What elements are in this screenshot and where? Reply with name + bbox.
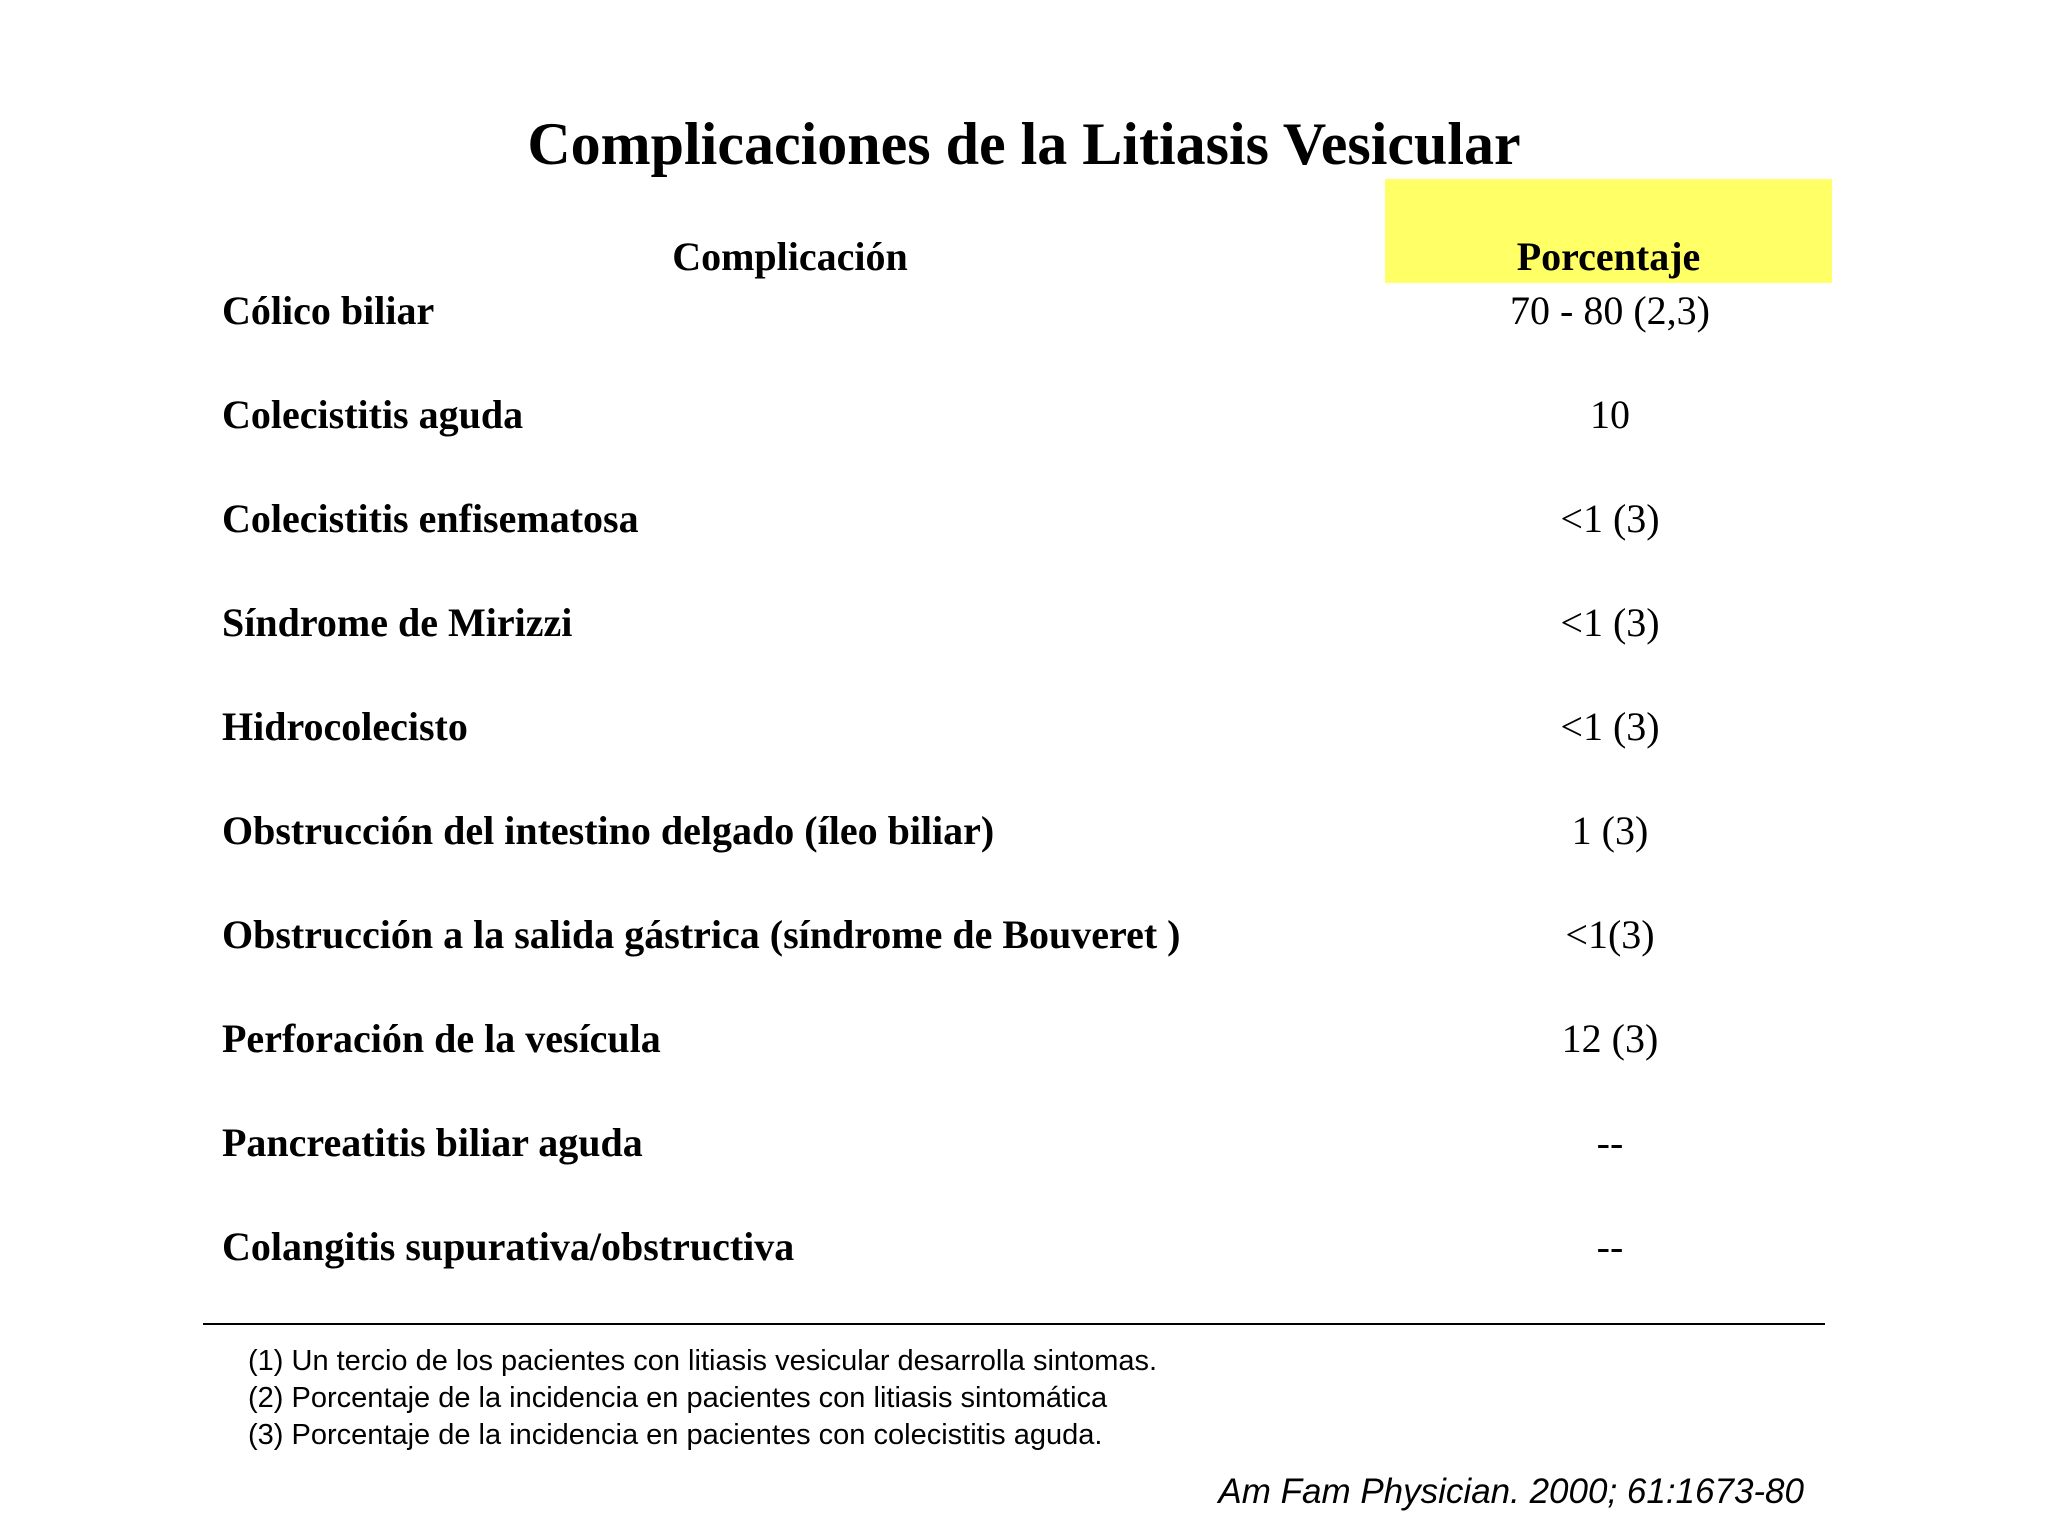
percentage-value: 10 (1590, 392, 1630, 437)
column-header-percentage: Porcentaje (1516, 234, 1701, 279)
complication-label: Pancreatitis biliar aguda (222, 1120, 643, 1165)
slide-title: Complicaciones de la Litiasis Vesicular (527, 111, 1521, 177)
column-header-complication: Complicación (672, 234, 908, 279)
table-row (0, 1015, 2048, 1119)
percentage-value: 12 (3) (1561, 1016, 1659, 1061)
percentage-value: <1 (3) (1560, 704, 1660, 749)
complications-table (0, 287, 2048, 1327)
complication-label: Perforación de la vesícula (222, 1016, 661, 1061)
table-row (0, 287, 2048, 391)
footnote-1: (1) Un tercio de los pacientes con litiasis vesicular desarrolla sintomas. (248, 1345, 1158, 1377)
footnote-divider (203, 1323, 1825, 1325)
table-row (0, 599, 2048, 703)
complication-label: Síndrome de Mirizzi (222, 600, 573, 645)
complication-label: Colecistitis aguda (222, 392, 524, 437)
table-row (0, 1223, 2048, 1327)
complication-label: Cólico biliar (222, 288, 435, 333)
complication-label: Colecistitis enfisematosa (222, 496, 639, 541)
percentage-value: <1(3) (1565, 912, 1655, 957)
table-row (0, 1119, 2048, 1223)
table-row (0, 807, 2048, 911)
percentage-value: <1 (3) (1560, 600, 1660, 645)
footnotes (248, 1343, 1157, 1454)
complication-label: Hidrocolecisto (222, 704, 468, 749)
table-row (0, 495, 2048, 599)
complication-label: Obstrucción a la salida gástrica (síndrome de Bouveret ) (222, 912, 1181, 957)
complication-label: Colangitis supurativa/obstructiva (222, 1224, 795, 1269)
citation: Am Fam Physician. 2000; 61:1673-80 (1218, 1472, 1804, 1511)
percentage-value: 1 (3) (1571, 808, 1649, 853)
table-row (0, 703, 2048, 807)
table-row (0, 911, 2048, 1015)
percentage-value: <1 (3) (1560, 496, 1660, 541)
footnote-2: (2) Porcentaje de la incidencia en pacientes con litiasis sintomática (248, 1382, 1108, 1414)
complication-label: Obstrucción del intestino delgado (íleo biliar) (222, 808, 995, 853)
percentage-value: -- (1596, 1224, 1624, 1269)
footnote-3: (3) Porcentaje de la incidencia en pacientes con colecistitis aguda. (248, 1419, 1103, 1451)
percentage-value: 70 - 80 (2,3) (1510, 288, 1710, 333)
table-row (0, 391, 2048, 495)
percentage-value: -- (1596, 1120, 1624, 1165)
